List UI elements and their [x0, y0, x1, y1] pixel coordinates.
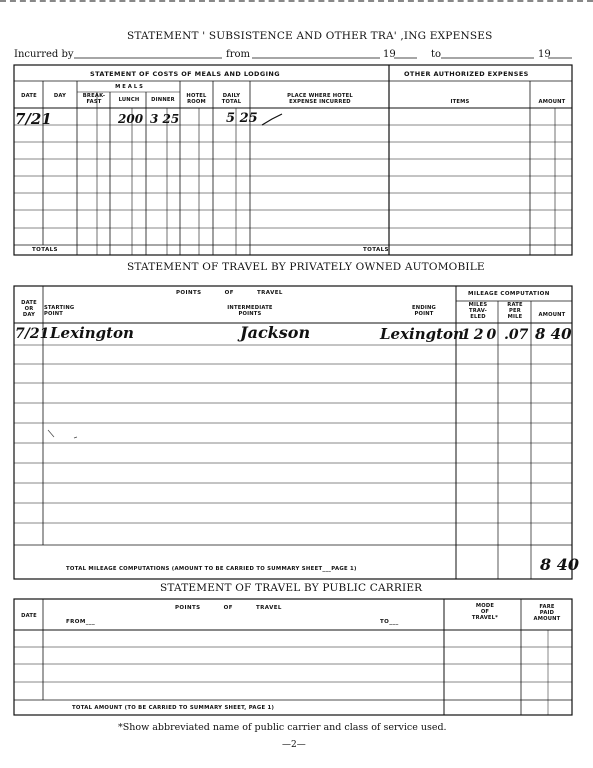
auto-col-date: DATE OR DAY [21, 300, 37, 318]
public-col-date: DATE [21, 613, 37, 619]
col-daily-total: DAILY TOTAL [221, 93, 242, 105]
totals-left: TOTALS [32, 247, 58, 253]
col-date: DATE [21, 93, 37, 99]
auto-col-starting: STARTING POINT [44, 305, 75, 317]
total-mileage-label: TOTAL MILEAGE COMPUTATIONS (AMOUNT TO BE CARRIED TO SUMMARY SHEET___PAGE 1) [66, 566, 357, 572]
col-amount: AMOUNT [538, 99, 566, 105]
other-expenses-header: OTHER AUTHORIZED EXPENSES [404, 70, 529, 78]
auto-col-miles: MILES TRAV- ELED [468, 302, 488, 320]
footnote: *Show abbreviated name of public carrier and class of service used. [118, 722, 447, 733]
page-number: —2— [282, 740, 306, 750]
auto-col-intermediate: INTERMEDIATE POINTS [227, 305, 273, 317]
auto-entry-intermediate: Jackson [240, 323, 311, 342]
public-points-header: POINTS OF TRAVEL [175, 605, 282, 611]
page-title: STATEMENT ' SUBSISTENCE AND OTHER TRA' ,ING EXPENSES [127, 30, 493, 42]
meal-entry-dinner: 3 25 [150, 112, 180, 126]
auto-entry-ending: Lexington [380, 325, 464, 343]
meal-entry-date: 7/21 [15, 110, 52, 128]
meals-lodging-header: STATEMENT OF COSTS OF MEALS AND LODGING [90, 70, 280, 78]
col-day: DAY [53, 93, 67, 99]
mileage-header: MILEAGE COMPUTATION [468, 291, 550, 297]
meals-group-header: MEALS [115, 84, 145, 90]
auto-section-title: STATEMENT OF TRAVEL BY PRIVATELY OWNED AUTOMOBILE [127, 261, 485, 273]
col-place: PLACE WHERE HOTEL EXPENSE INCURRED [287, 93, 353, 105]
col-dinner: DINNER [151, 97, 175, 103]
meal-entry-lunch: 200 [118, 112, 144, 126]
from-label: from [226, 49, 250, 60]
auto-entry-amount: 8 40 [535, 325, 572, 343]
year-prefix-1: 19 [383, 49, 396, 60]
public-col-fare: FARE PAID AMOUNT [533, 604, 561, 622]
col-hotel-room: HOTEL ROOM [186, 93, 207, 105]
auto-entry-miles: 120 [461, 327, 500, 343]
public-to-label: TO___ [380, 619, 399, 625]
col-items: ITEMS [450, 99, 470, 105]
totals-right: TOTALS [363, 247, 389, 253]
col-breakfast: BREAK- FAST [82, 93, 106, 105]
meal-entry-daily-total: 5 25 [226, 111, 258, 126]
public-col-mode: MODE OF TRAVEL* [471, 603, 499, 621]
public-from-label: FROM___ [66, 619, 96, 625]
auto-entry-date: 7/21 [15, 326, 50, 342]
auto-col-ending: ENDING POINT [412, 305, 436, 317]
auto-entry-starting: Lexington [50, 324, 134, 342]
col-lunch: LUNCH [118, 97, 140, 103]
to-label: to [431, 49, 442, 60]
incurred-by-label: Incurred by [14, 49, 74, 60]
auto-col-amount: AMOUNT [538, 312, 566, 318]
public-total-label: TOTAL AMOUNT (TO BE CARRIED TO SUMMARY SHEET, PAGE 1) [72, 705, 275, 711]
total-mileage-amount: 8 40 [540, 555, 579, 574]
auto-points-header: POINTS OF TRAVEL [176, 290, 283, 296]
year-prefix-2: 19 [538, 49, 551, 60]
public-section-title: STATEMENT OF TRAVEL BY PUBLIC CARRIER [160, 582, 423, 594]
auto-col-rate: RATE PER MILE [507, 302, 523, 320]
auto-entry-rate: .07 [504, 327, 529, 343]
